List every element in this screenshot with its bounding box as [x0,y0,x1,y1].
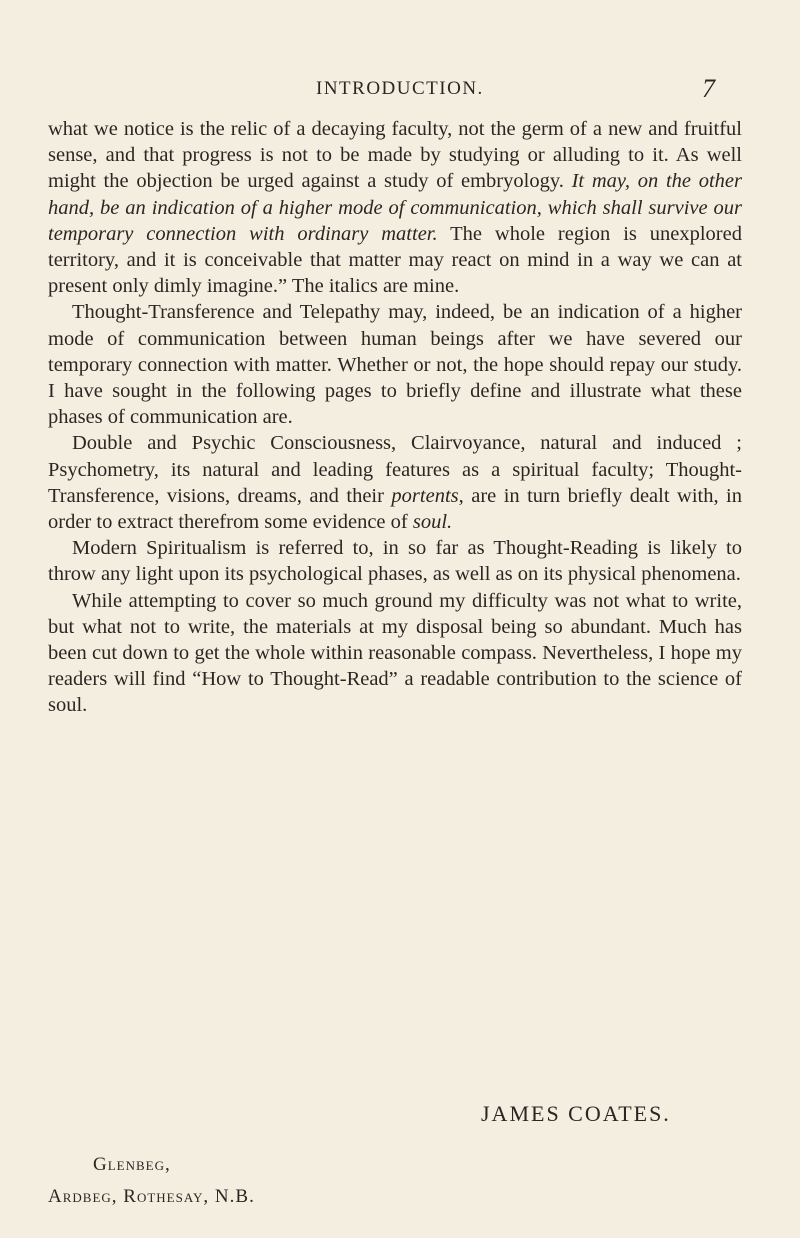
paragraph-4: Modern Spiritualism is referred to, in so far as Thought-Reading is likely to throw any light upon its psychological phases, as well as on its physical phenomena. [48,537,742,586]
chapter-title: INTRODUCTION. [316,78,484,99]
body-text [48,116,742,719]
paragraph-1-start: what we notice is the relic of a decaying faculty, not the germ of a new and fruitful sense, and that progress is not to be made by studying or alluding to it. As well might the objection be urged against a study of embryology. [48,118,742,193]
running-header [316,74,717,103]
page-number: 7 [702,74,717,103]
paragraph-3-italic-portents: portents [391,484,459,507]
paragraph-3-start: Double and Psychic Consciousness, Clairvoyance, natural and induced ; Psychometry, its natural and leading features as a spiritual faculty; Thought-Transference, visions, dreams, and their [48,432,742,507]
paragraph-5: While attempting to cover so much ground my difficulty was not what to write, but what not to write, the materials at my disposal being so abundant. Much has been cut down to get the whole within reasonable compass. Nevertheless, I hope my readers will find “How to Thought-Read” a readable contribution to the science of soul. [48,589,742,717]
paragraph-1 [48,116,742,299]
paragraph-3-middle: , are in turn briefly dealt with, in order to extract therefrom some evidence of [48,484,742,534]
address-line-2: Ardbeg, Rothesay, N.B. [48,1186,255,1207]
address-line-1: Glenbeg, [93,1154,171,1175]
paragraph-3-italic-soul: soul. [412,511,453,534]
paragraph-1-end: The whole region is unexplored territory, and it is conceivable that matter may react on mind in a way we can at present only dimly imagine.” The italics are mine. [48,222,742,298]
paragraph-1-italic: It may, on the other hand, be an indication of a higher mode of communication, which shall survive our temporary connection with ordinary matter. [48,170,742,245]
paragraph-3 [48,430,742,535]
paragraph-2: Thought-Transference and Telepathy may, indeed, be an indication of a higher mode of communication between human beings after we have severed our temporary connection with matter. Whether or not, the hope should repay our study. I have sought in the following pages to briefly define and illustrate what these phases of communication are. [48,301,742,429]
author-signature: JAMES COATES. [481,1101,671,1126]
